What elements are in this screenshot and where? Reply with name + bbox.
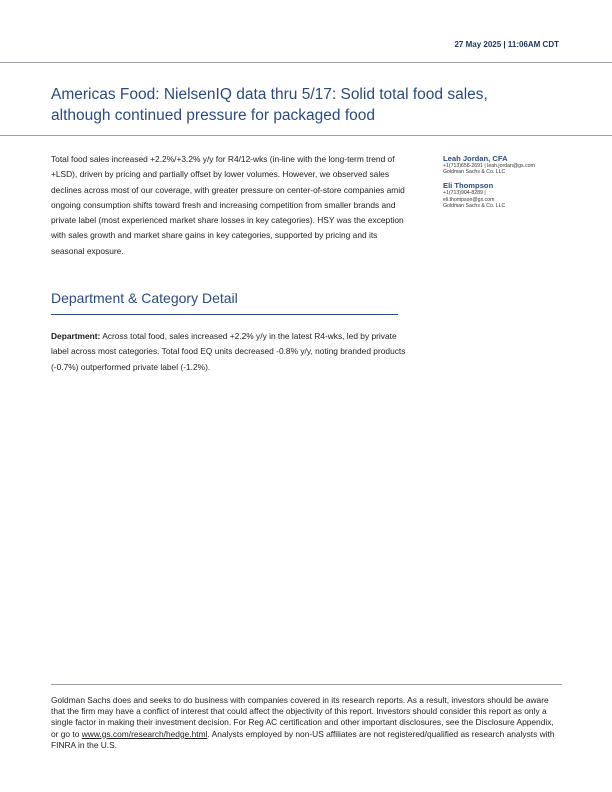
department-text: Across total food, sales increased +2.2% y/y in the latest R4-wks, led by private label across most categories. Total food EQ units decreased -0.8% y/y, noting branded products (-0.7%) outperformed private label (-1.2%).	[51, 331, 406, 372]
author-contact: +1(713)658-2691 | leah.jordan@gs.com	[443, 163, 535, 169]
title-divider	[0, 135, 612, 136]
section-divider	[51, 314, 398, 315]
report-dateline: 27 May 2025 | 11:06AM CDT	[454, 40, 559, 49]
disclaimer-text: Goldman Sachs does and seeks to do business with companies covered in its research reports. As a result, investors should be aware that the firm may have a conflict of interest that could affect the objectivity of this report. Investors should consider this report as only a single factor in making their investment decision. For Reg AC certification and other important disclosures, see the Disclosure Appendix, or go to	[51, 695, 554, 739]
report-summary: Total food sales increased +2.2%/+3.2% y/y for R4/12-wks (in-line with the long-term trend of +LSD), driven by pricing and partially offset by lower volumes. However, we observed sales declines across most of our coverage, with greater pressure on center-of-store companies amid ongoing consumption shifts toward fresh and increasing competition from smaller brands and private label (most experienced market share losses in key categories). HSY was the exception with sales growth and market share gains in key categories, supported by pricing and its seasonal exposure.	[51, 154, 405, 256]
department-label: Department:	[51, 331, 101, 341]
author-list	[443, 154, 583, 215]
disclaimer	[51, 695, 563, 751]
author-contact: +1(713)904-8289 |	[443, 190, 486, 197]
department-paragraph	[51, 329, 413, 375]
author-email: eli.thompson@gs.com	[443, 196, 495, 203]
header-divider	[0, 62, 612, 63]
disclaimer-text-end: . Analysts employed by non-US affiliates are not registered/qualified as research analysts with FINRA in the U.S.	[51, 728, 555, 750]
section-title: Department & Category Detail	[51, 290, 238, 306]
hedge-disclosure-link[interactable]: www.gs.com/research/hedge.html	[81, 728, 208, 739]
author-card	[443, 181, 583, 209]
author-name: Eli Thompson	[443, 181, 494, 191]
author-firm: Goldman Sachs & Co. LLC	[443, 202, 506, 209]
author-firm: Goldman Sachs & Co. LLC	[443, 169, 506, 176]
author-card	[443, 154, 583, 175]
author-name: Leah Jordan, CFA	[443, 154, 508, 163]
report-title: Americas Food: NielsenIQ data thru 5/17: Solid total food sales, although continued pressure for packaged food	[51, 86, 488, 124]
footer-divider	[51, 684, 562, 685]
